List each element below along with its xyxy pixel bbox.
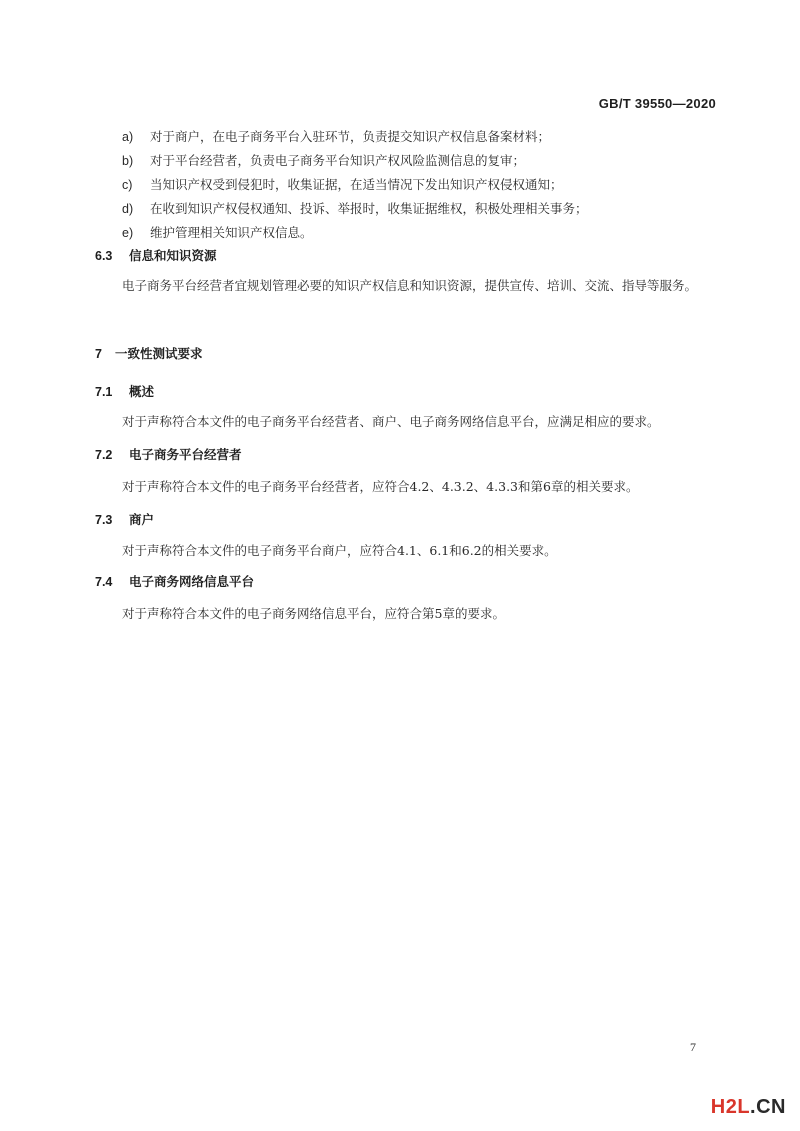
chapter-title: 一致性测试要求: [115, 346, 203, 361]
section-title: 电子商务平台经营者: [129, 447, 242, 462]
section-title: 商户: [129, 512, 155, 527]
list-item-text: 对于平台经营者，负责电子商务平台知识产权风险监测信息的复审；: [150, 153, 526, 168]
section-heading-6-3: [95, 247, 217, 265]
chapter-heading-7: [95, 345, 203, 363]
list-item-text: 在收到知识产权侵权通知、投诉、举报时，收集证据维权，积极处理相关事务；: [150, 201, 588, 216]
list-item: [122, 128, 550, 146]
section-number: 7.2: [95, 448, 113, 462]
list-marker: e): [122, 226, 134, 240]
section-number: 7.4: [95, 575, 113, 589]
list-item: [122, 224, 313, 242]
page-number: 7: [690, 1040, 696, 1054]
list-item-text: 当知识产权受到侵犯时，收集证据，在适当情况下发出知识产权侵权通知；: [150, 177, 563, 192]
section-number: 7.3: [95, 513, 113, 527]
section-number: 6.3: [95, 249, 113, 263]
chapter-number: 7: [95, 347, 102, 361]
section-body-7-1: 对于声称符合本文件的电子商务平台经营者、商户、电子商务网络信息平台，应满足相应的要求。: [122, 414, 660, 429]
section-heading-7-1: [95, 383, 154, 401]
list-item-text: 对于商户，在电子商务平台入驻环节，负责提交知识产权信息备案材料；: [150, 129, 551, 144]
section-title: 电子商务网络信息平台: [129, 574, 255, 589]
section-heading-7-3: [95, 511, 154, 529]
section-number: 7.1: [95, 385, 113, 399]
list-item: [122, 200, 588, 218]
watermark-part-b: .CN: [750, 1096, 786, 1118]
section-heading-7-2: [95, 446, 242, 464]
section-body-6-3: 电子商务平台经营者宜规划管理必要的知识产权信息和知识资源，提供宣传、培训、交流、指导等服务。: [122, 278, 698, 293]
section-heading-7-4: [95, 573, 254, 591]
list-marker: d): [122, 202, 134, 216]
list-item: [122, 176, 563, 194]
section-body-7-3: 对于声称符合本文件的电子商务平台商户，应符合4.1、6.1和6.2的相关要求。: [122, 543, 557, 558]
section-body-7-2: 对于声称符合本文件的电子商务平台经营者，应符合4.2、4.3.2、4.3.3和第6章的相关要求。: [122, 479, 639, 494]
section-body-7-4: 对于声称符合本文件的电子商务网络信息平台，应符合第5章的要求。: [122, 606, 505, 621]
list-item-text: 维护管理相关知识产权信息。: [150, 225, 313, 240]
list-item: [122, 152, 525, 170]
section-title: 概述: [129, 384, 155, 399]
section-title: 信息和知识资源: [129, 248, 217, 263]
list-marker: c): [122, 178, 133, 192]
site-watermark: [711, 1096, 786, 1119]
list-marker: a): [122, 130, 134, 144]
list-marker: b): [122, 154, 134, 168]
watermark-part-a: H2L: [710, 1096, 751, 1118]
standard-code: GB/T 39550—2020: [598, 96, 716, 111]
